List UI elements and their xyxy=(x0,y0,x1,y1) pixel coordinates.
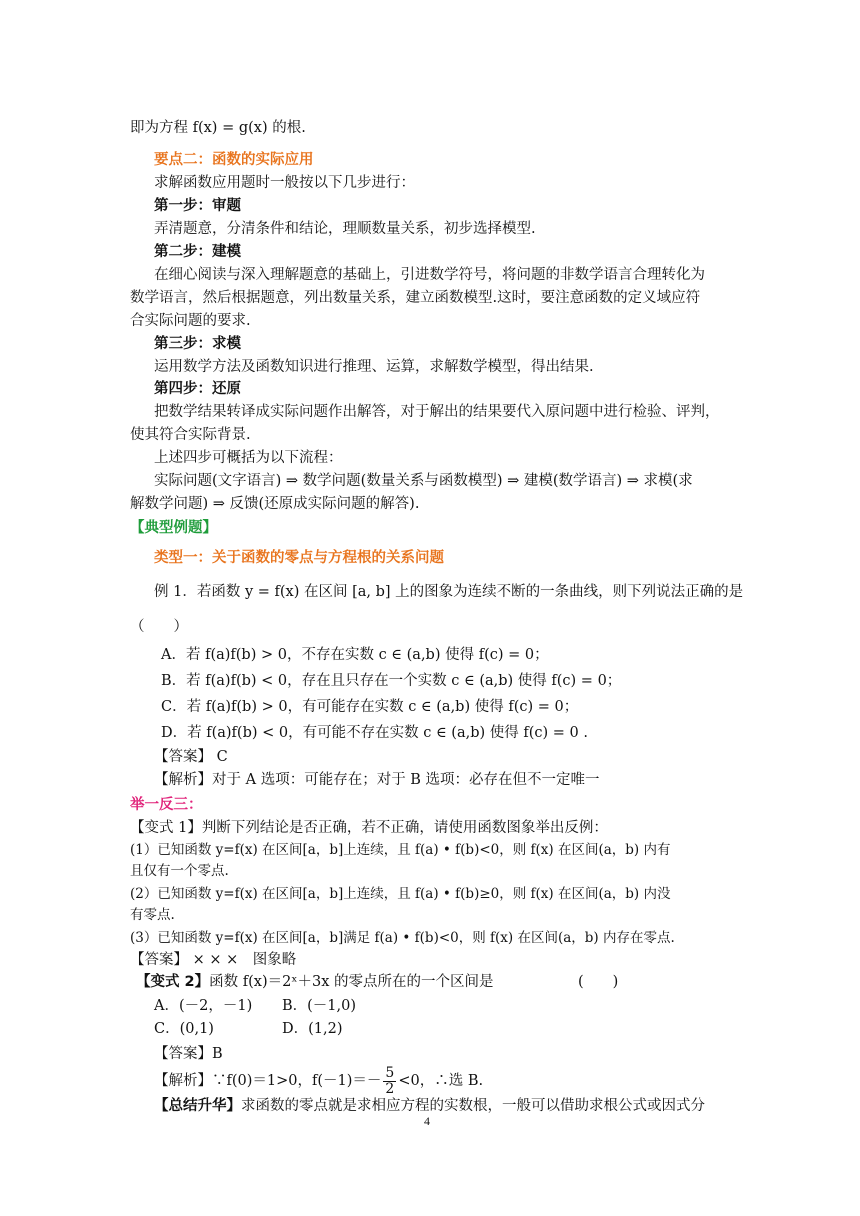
step-3-label: 第三步：求模 xyxy=(154,336,241,352)
section-examples-heading: 【典型例题】 xyxy=(130,520,217,536)
variant-1-item-2b: 有零点. xyxy=(130,907,175,923)
fraction xyxy=(383,1066,396,1097)
variant-2-answer: 【答案】B xyxy=(154,1046,223,1062)
variant-1-title: 【变式 1】判断下列结论是否正确，若不正确，请使用函数图象举出反例： xyxy=(130,820,608,836)
fraction-denominator: 2 xyxy=(385,1080,395,1097)
variant-1-item-3: (3）已知函数 y=f(x) 在区间[a，b]满足 f(a) • f(b)<0，则 f(x) 在区间(a，b) 内存在零点. xyxy=(130,930,675,946)
example-1-paren: （ ） xyxy=(130,619,188,635)
example-1-option-c: C．若 f(a)f(b) > 0，有可能存在实数 c ∈ (a,b) 使得 f(c) = 0； xyxy=(161,699,579,715)
section-similar-heading: 举一反三： xyxy=(130,797,203,813)
example-1-option-d: D．若 f(a)f(b) < 0，有可能不存在实数 c ∈ (a,b) 使得 f(c) = 0 . xyxy=(161,725,588,741)
variant-2-analysis-pre: 【解析】∵f(0)＝1>0，f(－1)＝－ xyxy=(154,1073,382,1089)
step-2-text-1: 在细心阅读与深入理解题意的基础上，引进数学符号，将问题的非数学语言合理转化为 xyxy=(154,267,705,283)
key-point-2-title: 要点二：函数的实际应用 xyxy=(154,152,314,168)
example-1-analysis: 【解析】对于 A 选项：可能存在；对于 B 选项：必存在但不一定唯一 xyxy=(154,772,600,788)
summary-line xyxy=(154,1096,705,1116)
example-1-stem: 例 1．若函数 y = f(x) 在区间 [a, b] 上的图象为连续不断的一条曲线，则下列说法正确的是 xyxy=(154,584,744,600)
variant-2-option-b: B．(－1,0) xyxy=(282,998,357,1014)
variant-2-stem: 函数 f(x)＝2ˣ＋3x 的零点所在的一个区间是 xyxy=(209,974,494,990)
step-4-text-2: 使其符合实际背景. xyxy=(130,427,251,443)
flow-line-2: 解数学问题) ⇒ 反馈(还原成实际问题的解答). xyxy=(130,496,420,512)
variant-2-option-d: D．(1,2) xyxy=(282,1021,343,1037)
variant-2-paren: ( ) xyxy=(578,974,619,990)
variant-2-title xyxy=(136,972,494,992)
key-point-2-lead: 求解函数应用题时一般按以下几步进行： xyxy=(154,175,415,191)
page-number: 4 xyxy=(424,1114,430,1128)
step-2-text-2: 数学语言，然后根据题意，列出数量关系，建立函数模型.这时，要注意函数的定义域应符 xyxy=(130,290,701,306)
variant-1-item-1b: 且仅有一个零点. xyxy=(130,863,229,879)
step-2-label: 第二步：建模 xyxy=(154,244,241,260)
variant-2-option-c: C．(0,1) xyxy=(154,1021,214,1037)
example-1-option-a: A．若 f(a)f(b) > 0，不存在实数 c ∈ (a,b) 使得 f(c) = 0； xyxy=(161,647,549,663)
summary-text: 求函数的零点就是求相应方程的实数根，一般可以借助求根公式或因式分 xyxy=(241,1098,705,1114)
flow-lead: 上述四步可概括为以下流程： xyxy=(154,450,343,466)
step-4-label: 第四步：还原 xyxy=(154,381,241,397)
type-1-title: 类型一：关于函数的零点与方程根的关系问题 xyxy=(154,550,444,566)
fraction-numerator: 5 xyxy=(385,1064,395,1081)
variant-1-item-1a: (1）已知函数 y=f(x) 在区间[a，b]上连续，且 f(a) • f(b)<0，则 f(x) 在区间(a，b) 内有 xyxy=(130,842,671,858)
example-1-answer: 【答案】 C xyxy=(154,749,228,765)
step-4-text-1: 把数学结果转译成实际问题作出解答，对于解出的结果要代入原问题中进行检验、评判， xyxy=(154,404,720,420)
variant-2-analysis-post: <0，∴选 B. xyxy=(398,1073,484,1089)
step-1-text: 弄清题意，分清条件和结论，理顺数量关系，初步选择模型. xyxy=(154,221,536,237)
step-3-text: 运用数学方法及函数知识进行推理、运算，求解数学模型，得出结果. xyxy=(154,359,594,375)
step-1-label: 第一步：审题 xyxy=(154,198,241,214)
flow-line-1: 实际问题(文字语言) ⇒ 数学问题(数量关系与函数模型) ⇒ 建模(数学语言) ⇒ 求模(求 xyxy=(154,473,693,489)
variant-2-label: 【变式 2】 xyxy=(136,974,210,990)
step-2-text-3: 合实际问题的要求. xyxy=(130,313,251,329)
intro-line: 即为方程 f(x) = g(x) 的根. xyxy=(130,120,306,136)
variant-2-analysis xyxy=(154,1064,483,1098)
example-1-option-b: B．若 f(a)f(b) < 0，存在且只存在一个实数 c ∈ (a,b) 使得 f(c) = 0； xyxy=(161,673,622,689)
summary-label: 【总结升华】 xyxy=(154,1098,241,1114)
variant-2-option-a: A．(－2，－1) xyxy=(154,998,253,1014)
variant-1-answer: 【答案】 × × × 图象略 xyxy=(130,952,297,968)
variant-1-item-2a: (2）已知函数 y=f(x) 在区间[a，b]上连续，且 f(a) • f(b)≥0，则 f(x) 在区间(a，b) 内没 xyxy=(130,886,671,902)
